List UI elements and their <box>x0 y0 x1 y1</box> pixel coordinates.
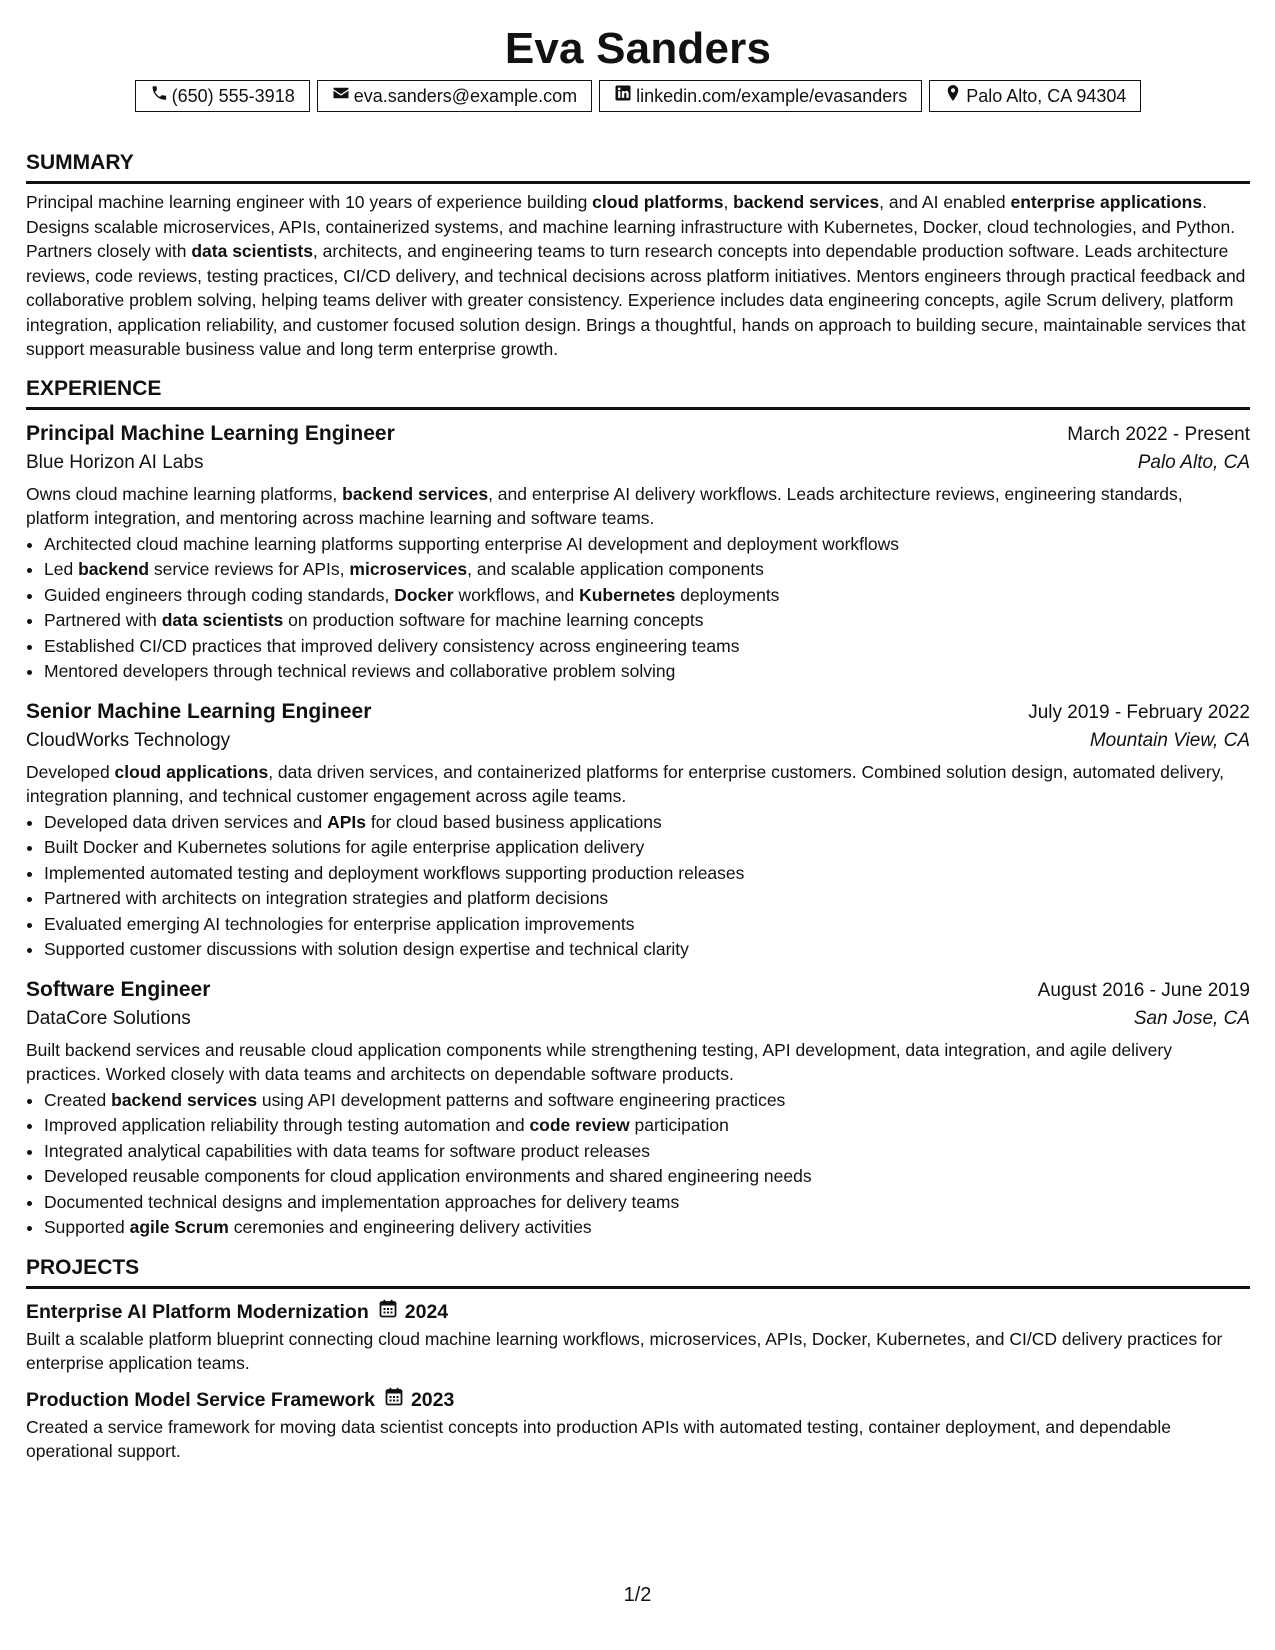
emphasis-text: backend services <box>733 192 880 212</box>
project-entry <box>26 1387 1250 1464</box>
linkedin-icon <box>614 84 632 108</box>
job-entry <box>26 420 1250 685</box>
bullet-item: • Led backend service reviews for APIs, microservices, and scalable application components <box>44 557 1250 583</box>
bullet-item: • Partnered with architects on integration strategies and platform decisions <box>44 886 1250 912</box>
job-title: Software Engineer <box>26 977 211 1001</box>
emphasis-text: backend services <box>342 483 489 504</box>
bullet-item: • Implemented automated testing and deployment workflows supporting production releases <box>44 861 1250 887</box>
emphasis-text: data scientists <box>191 241 313 261</box>
job-description: Developed cloud applications, data driven services, and containerized platforms for enterprise customers. Combined solution design, automated delivery, integration planning, and technical customer engagement across agile teams. <box>26 761 1225 806</box>
emphasis-text: data scientists <box>161 610 284 630</box>
phone-icon <box>150 84 168 108</box>
calendar-icon <box>379 1299 397 1325</box>
summary-section <box>26 150 1250 362</box>
project-description: Created a service framework for moving data scientist concepts into production APIs with automated testing, container deployment, and dependable operational support. <box>26 1416 1171 1461</box>
emphasis-text: Docker <box>394 584 454 605</box>
bullet-item: • Created backend services using API development patterns and software engineering practices <box>44 1088 1250 1114</box>
bullet-item: • Guided engineers through coding standards, Docker workflows, and Kubernetes deployments <box>44 583 1250 609</box>
bullet-item: • Supported agile Scrum ceremonies and engineering delivery activities <box>44 1215 1250 1241</box>
candidate-name: Eva Sanders <box>504 24 772 73</box>
contact-text: eva.sanders@example.com <box>353 85 578 106</box>
calendar-icon <box>385 1387 403 1413</box>
job-entry <box>26 698 1250 963</box>
job-description: Built backend services and reusable cloud application components while strengthening testing, API development, data integration, and agile delivery practices. Worked closely with data teams and architects on dependable software products. <box>26 1039 1172 1084</box>
contact-bar <box>26 80 1250 112</box>
contact-location <box>929 80 1141 112</box>
job-dates: August 2016 - June 2019 <box>1037 979 1250 1001</box>
job-title: Principal Machine Learning Engineer <box>26 421 395 445</box>
emphasis-text: microservices <box>349 559 468 579</box>
job-company: DataCore Solutions <box>26 1007 191 1029</box>
job-bullets <box>26 810 1250 963</box>
project-title: Production Model Service Framework <box>26 1388 375 1411</box>
project-description: Built a scalable platform blueprint connecting cloud machine learning workflows, microservices, APIs, Docker, Kubernetes, and CI/CD delivery practices for enterprise application teams. <box>26 1328 1223 1373</box>
map-pin-icon <box>944 84 962 108</box>
bullet-item: • Developed data driven services and APIs for cloud based business applications <box>44 810 1250 836</box>
bullet-item: • Documented technical designs and implementation approaches for delivery teams <box>44 1190 1250 1216</box>
resume-page <box>26 0 1250 1464</box>
page-indicator: 1/2 <box>623 1584 652 1606</box>
bullet-item: • Improved application reliability through testing automation and code review participation <box>44 1113 1250 1139</box>
contact-linkedin[interactable] <box>599 80 922 112</box>
bullet-item: • Integrated analytical capabilities with data teams for software product releases <box>44 1139 1250 1165</box>
job-dates: July 2019 - February 2022 <box>1028 701 1250 723</box>
job-entry <box>26 976 1250 1241</box>
summary-text: Principal machine learning engineer with 10 years of experience building cloud platforms, backend services, and AI enabled enterprise applications. Designs scalable microservices, APIs, containerized systems, and machine learning infrastructure with Kubernetes, Docker, cloud technologies, and Python. Partners closely with data scientists, architects, and engineering teams to turn research concepts into dependable production software. Leads architecture reviews, code reviews, testing practices, CI/CD delivery, and technical decisions across platform initiatives. Mentors engineers through practical feedback and collaborative problem solving, helping teams deliver with greater consistency. Experience includes data engineering concepts, agile Scrum delivery, platform integration, application reliability, and customer focused solution design. Brings a thoughtful, hands on approach to building secure, maintainable services that support measurable business value and long term enterprise growth. <box>26 192 1246 359</box>
envelope-icon <box>332 84 350 108</box>
job-company: CloudWorks Technology <box>26 729 231 751</box>
emphasis-text: cloud applications <box>114 761 269 782</box>
bullet-item: • Evaluated emerging AI technologies for enterprise application improvements <box>44 912 1250 938</box>
contact-text: linkedin.com/example/evasanders <box>636 85 908 106</box>
project-entry <box>26 1299 1250 1376</box>
emphasis-text: agile Scrum <box>129 1217 229 1237</box>
project-year: 2023 <box>410 1388 455 1411</box>
job-location: Palo Alto, CA <box>1137 451 1250 473</box>
bullet-item: • Mentored developers through technical reviews and collaborative problem solving <box>44 659 1250 685</box>
emphasis-text: enterprise applications <box>1010 192 1203 212</box>
section-heading: SUMMARY <box>26 150 1250 184</box>
emphasis-text: backend services <box>111 1089 258 1110</box>
project-title: Enterprise AI Platform Modernization <box>26 1300 369 1323</box>
bullet-item: • Partnered with data scientists on production software for machine learning concepts <box>44 608 1250 634</box>
job-company: Blue Horizon AI Labs <box>26 451 204 473</box>
emphasis-text: code review <box>529 1115 630 1135</box>
emphasis-text: cloud platforms <box>592 192 724 212</box>
emphasis-text: Kubernetes <box>579 584 676 605</box>
bullet-item: • Developed reusable components for cloud application environments and shared engineering needs <box>44 1164 1250 1190</box>
job-dates: March 2022 - Present <box>1067 423 1250 445</box>
job-title: Senior Machine Learning Engineer <box>26 699 372 723</box>
contact-email[interactable] <box>317 80 592 112</box>
bullet-item: • Built Docker and Kubernetes solutions for agile enterprise application delivery <box>44 835 1250 861</box>
contact-text: (650) 555-3918 <box>171 85 295 106</box>
emphasis-text: APIs <box>327 811 366 832</box>
job-location: San Jose, CA <box>1133 1007 1250 1029</box>
bullet-item: • Supported customer discussions with solution design expertise and technical clarity <box>44 937 1250 963</box>
job-location: Mountain View, CA <box>1089 729 1250 751</box>
section-heading: EXPERIENCE <box>26 376 1250 410</box>
section-heading: PROJECTS <box>26 1255 1250 1289</box>
project-year: 2024 <box>404 1300 449 1323</box>
experience-section <box>26 376 1250 1241</box>
job-bullets <box>26 532 1250 685</box>
bullet-item: • Established CI/CD practices that improved delivery consistency across engineering teams <box>44 634 1250 660</box>
contact-phone[interactable] <box>135 80 310 112</box>
projects-section <box>26 1255 1250 1464</box>
job-description: Owns cloud machine learning platforms, backend services, and enterprise AI delivery workflows. Leads architecture reviews, engineering standards, platform integration, and mentoring across machine learning and software teams. <box>26 483 1183 528</box>
contact-text: Palo Alto, CA 94304 <box>966 85 1127 106</box>
job-bullets <box>26 1088 1250 1241</box>
bullet-item: • Architected cloud machine learning platforms supporting enterprise AI development and deployment workflows <box>44 532 1250 558</box>
emphasis-text: backend <box>78 559 150 579</box>
